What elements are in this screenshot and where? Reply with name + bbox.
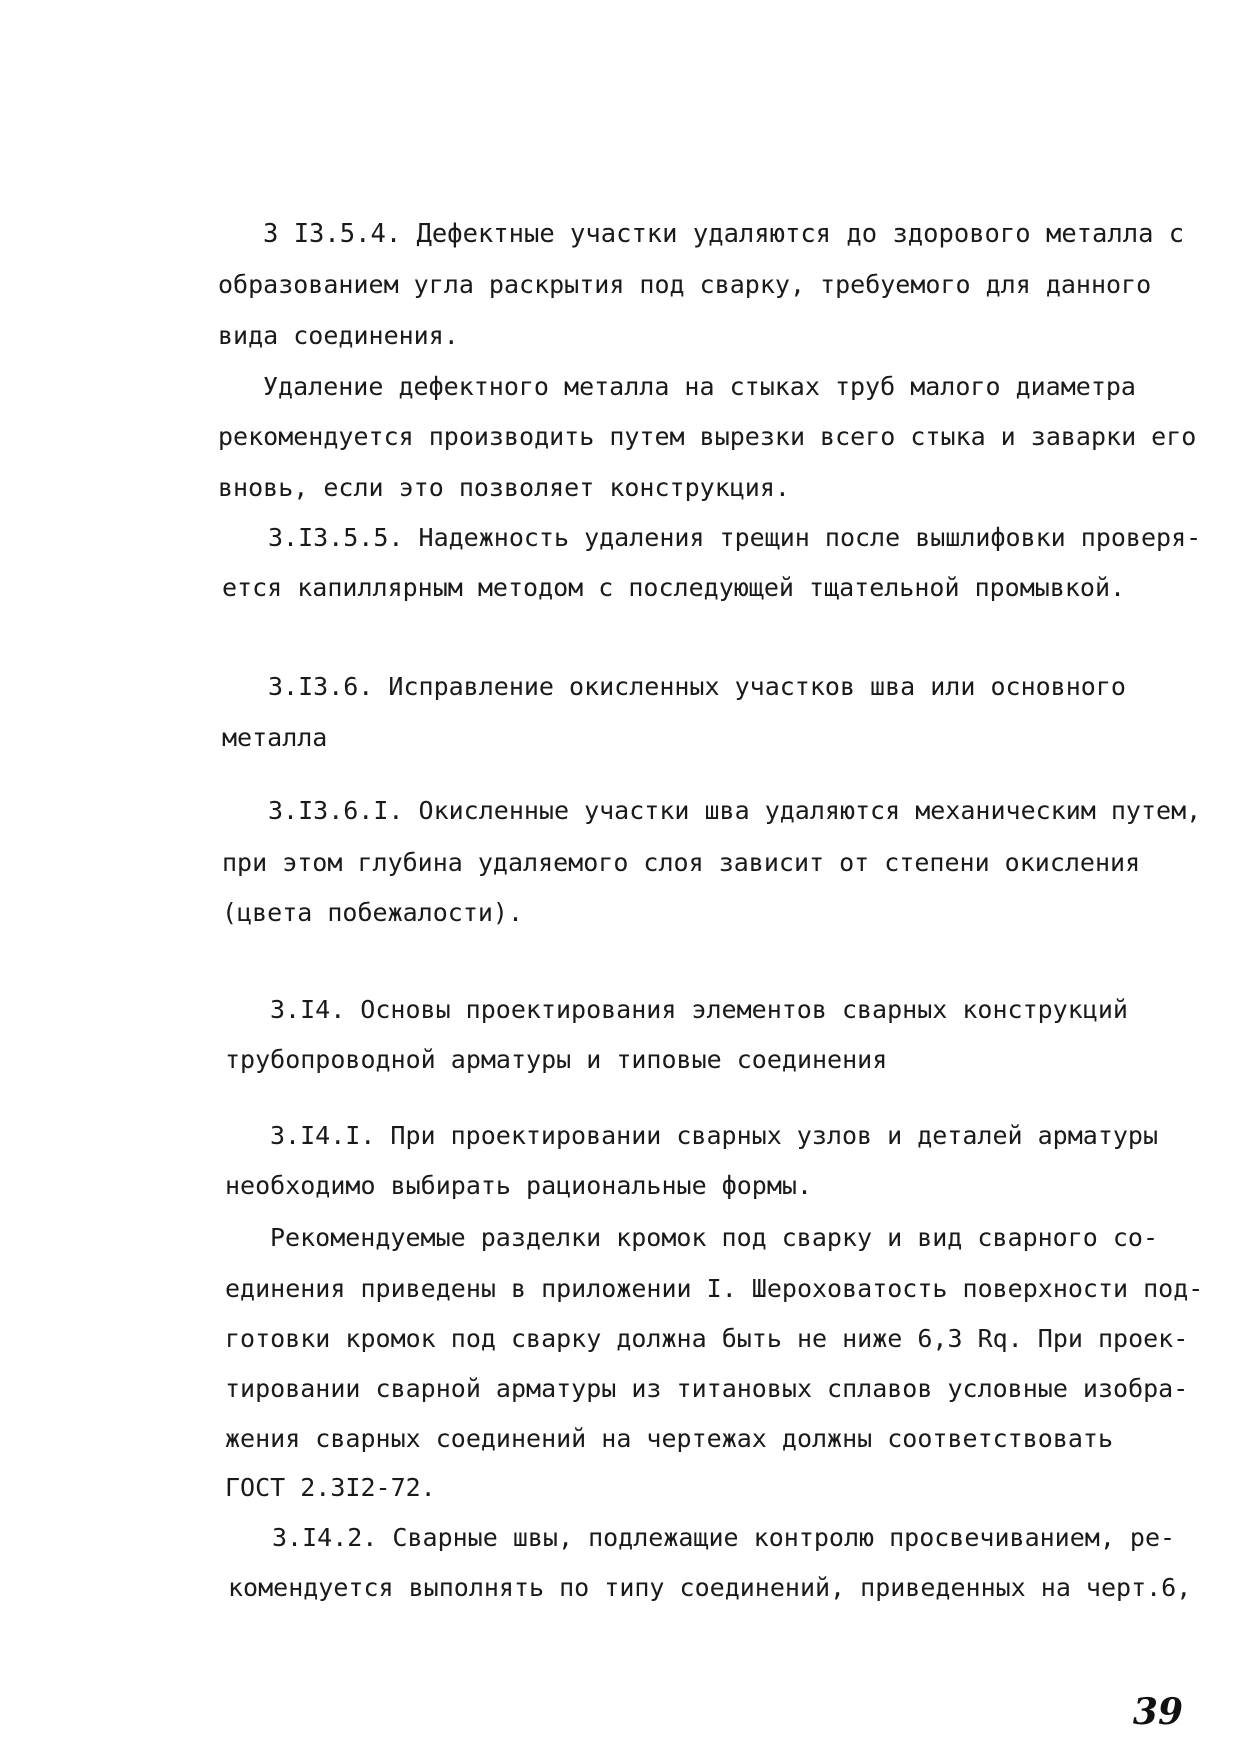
text-line: тировании сварной арматуры из титановых сплавов условные изобра-	[225, 1374, 1189, 1403]
text-line: при этом глубина удаляемого слоя зависит от степени окисления	[222, 848, 1141, 877]
text-line: необходимо выбирать рациональные формы.	[225, 1171, 812, 1200]
section-heading: 3.I3.6. Исправление окисленных участков шва или основного	[268, 672, 1126, 701]
text-line: жения сварных соединений на чертежах должны соответствовать	[225, 1424, 1114, 1453]
text-line: вида соединения.	[218, 321, 459, 350]
text-line: 3.I3.5.5. Надежность удаления трещин после вышлифовки проверя-	[268, 523, 1202, 552]
text-line: рекомендуется производить путем вырезки всего стыка и заварки его	[218, 422, 1197, 451]
section-heading: 3.I4. Основы проектирования элементов сварных конструкций	[270, 995, 1128, 1024]
text-line: вновь, если это позволяет конструкция.	[218, 473, 790, 502]
text-line: ГОСТ 2.3I2-72.	[225, 1473, 436, 1502]
text-line: 3.I4.2. Сварные швы, подлежащие контролю просвечиванием, ре-	[272, 1523, 1176, 1552]
text-line: 3.I3.6.I. Окисленные участки шва удаляются механическим путем,	[268, 796, 1202, 825]
page-number: 39	[1132, 1691, 1183, 1733]
section-heading: трубопроводной арматуры и типовые соединения	[225, 1045, 888, 1074]
text-line: комендуется выполнять по типу соединений, приведенных на черт.6,	[228, 1573, 1192, 1602]
text-line: 3.I4.I. При проектировании сварных узлов и деталей арматуры	[270, 1121, 1159, 1150]
section-heading: металла	[222, 723, 328, 752]
text-line: 3 I3.5.4. Дефектные участки удаляются до здорового металла с	[263, 219, 1185, 249]
text-line: Рекомендуемые разделки кромок под сварку и вид сварного со-	[270, 1223, 1159, 1252]
text-line: (цвета побежалости).	[222, 898, 524, 927]
text-line: готовки кромок под сварку должна быть не ниже 6,3 Rq. При проек-	[225, 1324, 1189, 1353]
text-line: единения приведены в приложении I. Шероховатость поверхности под-	[225, 1274, 1204, 1303]
text-line: Удаление дефектного металла на стыках труб малого диаметра	[263, 372, 1136, 401]
text-line: ется капиллярным методом с последующей тщательной промывкой.	[222, 573, 1126, 602]
text-line: образованием угла раскрытия под сварку, требуемого для данного	[218, 270, 1152, 299]
